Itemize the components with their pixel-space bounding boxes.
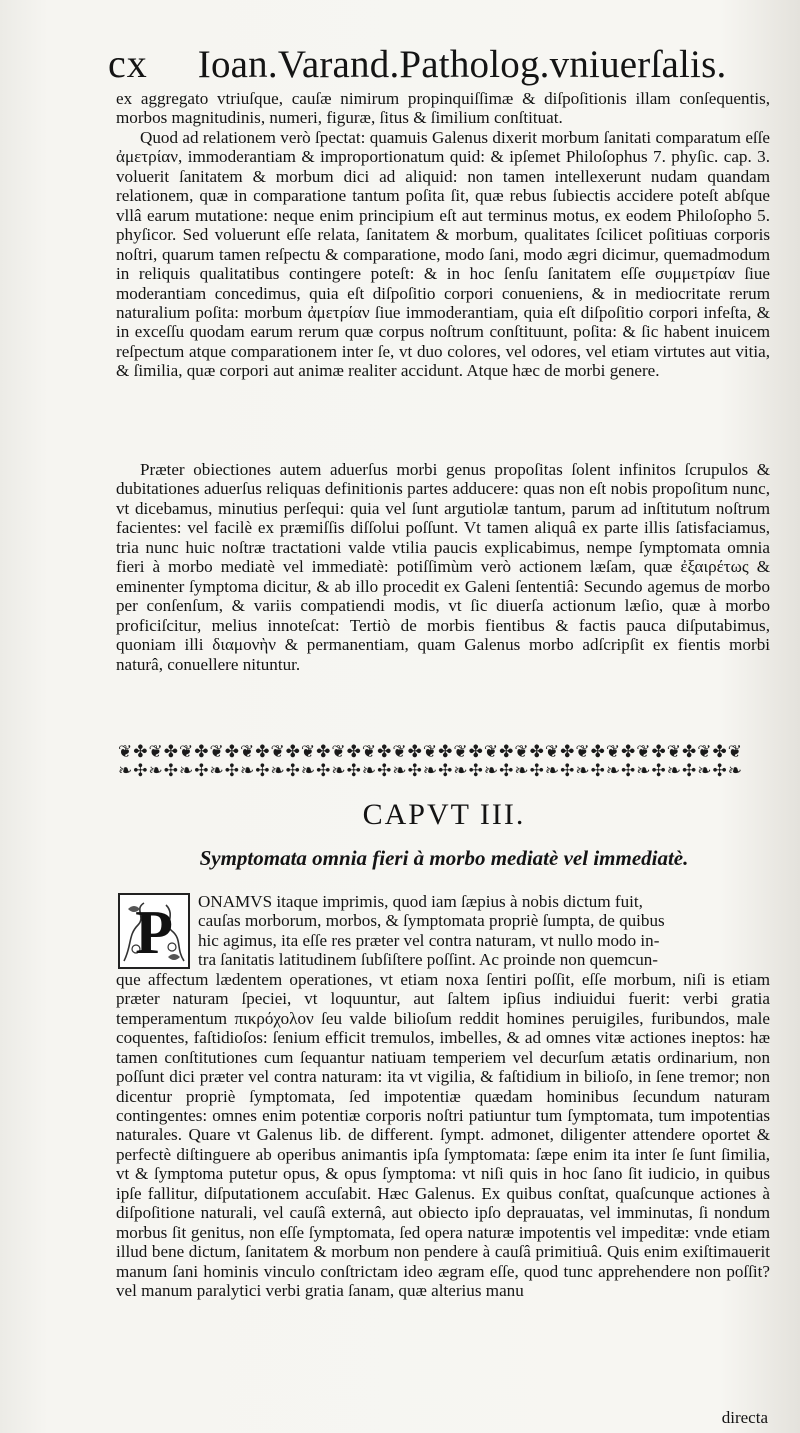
paragraph: que affectum lædentem operationes, vt etiam noxa ſentiri poſſit, eſſe morbum, niſi is etiam præter naturam ſpeciei, vt loquuntur, aut ſaltem ipſius indiuidui fuerit: verbi gratia temperamentum πικρόχολον ſeu valde bilioſum reddit homines peruigiles, furibundos, male coquentes, faſtidioſos: ſenium efficit tremulos, imbelles, & ad omnes vitæ actiones ineptos: hæ tamen conſtitutiones cum ſequantur natiuam temperiem vel decurſum ætatis ordinarium, non poſſunt dici præter vel contra naturam: ita vt vigilia, & faſtidium in bilioſo, in ſene tremor; non dicentur propriè ſymptomata, ſed impotentiæ quædam hominibus ſecundum naturam contingentes: omnes enim potentiæ corporis noſtri patiuntur tum ſymptomata, tum impotentias naturales. Quare vt Galenus lib. de different. ſympt. admonet, diligenter attendere oportet & perfectè diſtinguere ab operibus animantis ipſa ſymptomata: ſæpe enim ita inter ſe ſunt ſimilia, vt & ſymptoma putetur opus, & opus ſymptoma: vt niſi quis in hoc ſano ſit iudicio, in quibus ipſe fallitur, diſputationem accuſabit. Hæc Galenus. Ex quibus conſtat, quaſcunque actiones à diſpoſitione naturali, vel cauſâ externâ, aut obiecto ipſo deprauatas, vel imminutas, ſi nondum morbus ſit genitus, non eſſe ſymptomata, ſed opera naturæ impotentis vel impeditæ: vnde etiam illud bene dictum, ſanitatem & morbum non pendere à cauſâ primitiuâ. Quis enim exiſtimauerit manum ſani hominis vinculo conſtrictam ideo ægram eſſe, quod tunc apprehendere non poſſit? vel manum paralytici verbi gratia ſanam, quæ alterius manu: [116, 969, 770, 1301]
printers-ornament-band: [118, 742, 770, 782]
drop-line: ONAMVS itaque imprimis, quod iam ſæpius à nobis dictum fuit,: [198, 892, 643, 911]
initial-letter: P: [135, 899, 173, 967]
paragraph: Præter obiectiones autem aduerſus morbi genus propoſitas ſolent infinitos ſcrupulos & dubitationes aduerſus reliquas definitionis partes adducere: quas non eſt nobis propoſitum nunc, vt dicebamus, minutius perſequi: quia vel ſunt argutiolæ tantum, parum ad inſtitutum noſtrum facientes: vel facilè ex præmiſſis diſſolui poſſunt. Vt tamen aliquâ ex parte illis ſatisfaciamus, tria nunc huic noſtræ tractationi valde vtilia paucis explicabimus, nempe ſymptomata omnia fieri à morbo mediatè vel immediatè: potiſſimùm verò actionem læſam, quæ ἐξαιρέτως & eminenter ſymptoma dicitur, & ab illo procedit ex Galeni ſententiâ: Secundo agemus de morbo per conſenſum, & variis compatiendi modis, vt ſic diuerſa actionum læſio, quæ à morbo proficiſcitur, melius innoteſcat: Tertiò de morbis fientibus & factis pauca diſputabimus, quoniam illi διαμονὴν & permanentiam, quam Galenus morbo adſcripſit ex fientis morbi naturâ, conuellere nituntur.: [116, 460, 770, 674]
running-title: Ioan.Varand.Patholog.vniuerſalis.: [197, 43, 727, 86]
text-block-chapter: [116, 892, 770, 1301]
catchword: directa: [721, 1408, 768, 1427]
chapter-heading: CAPVT III.: [362, 798, 526, 831]
drop-line: tra ſanitatis latitudinem ſubſiſtere poſſint. Ac proinde non quemcun-: [198, 950, 659, 970]
running-head: [108, 38, 728, 90]
drop-line: cauſas morborum, morbos, & ſymptomata propriè ſumpta, de quibus: [198, 911, 665, 931]
ornament-row: ❧✣❧✣❧✣❧✣❧✣❧✣❧✣❧✣❧✣❧✣❧✣❧✣❧✣❧✣❧✣❧✣❧✣❧✣❧✣❧✣❧: [118, 761, 744, 780]
text-block-objections: [116, 460, 770, 674]
chapter-subtitle: Symptomata omnia fieri à morbo mediatè vel immediatè.: [199, 846, 689, 870]
paragraph: ex aggregato vtriuſque, cauſæ nimirum propinquiſſimæ & diſpoſitionis illam conſequentis, morbos magnitudinis, numeri, figuræ, ſitus & ſimilium conſtituat.: [116, 89, 770, 128]
text-block-relation: [116, 89, 770, 381]
ornament-row: ❦✤❦✤❦✤❦✤❦✤❦✤❦✤❦✤❦✤❦✤❦✤❦✤❦✤❦✤❦✤❦✤❦✤❦✤❦✤❦✤❦: [118, 742, 744, 761]
drop-line: hic agimus, ita eſſe res præter vel contra naturam, vt nullo modo in-: [198, 930, 660, 950]
paragraph: Quod ad relationem verò ſpectat: quamuis Galenus dixerit morbum ſanitati comparatum eſſe ἀμετρίαν, immoderantiam & improportionatum quid: & ipſemet Philoſophus 7. phyſic. cap. 3. voluerit ſanitatem & morbum dici ad aliquid: non tamen intellexerunt nudam quandam relationem, quæ in comparatione tantum poſita ſit, quæ rebus ſubiectis accidere poteſt abſque vllâ earum mutatione: neque enim principium eſt aut terminus motus, ex eodem Philoſopho 5. phyſicor. Sed voluerunt eſſe relata, ſanitatem & morbum, qualitates ſcilicet poſitiuas corporis noſtri, quarum tamen reſpectu & comparatione, modo ſani, modo ægri dicimur, quemadmodum in reliquis qualitatibus contingere poteſt: & in hoc ſenſu ſanitatem eſſe συμμετρίαν ſiue moderantiam concedimus, quia eſt diſpoſitio corpori conueniens, & in mediocritate rerum naturalium poſita: morbum ἀμετρίαν ſiue immoderantiam, quia eſt diſpoſitio corpori infeſta, & in exceſſu quodam earum rerum quæ corpus noſtrum conſtituunt, poſita: & ſic habent inuicem reſpectum atque comparationem inter ſe, vt duo colores, vel odores, vel etiam virtutes aut vitia, & ſimilia, quæ corpori aut animæ realiter accidunt. Atque hæc de morbi genere.: [116, 127, 770, 381]
page-number: cx: [108, 41, 148, 86]
